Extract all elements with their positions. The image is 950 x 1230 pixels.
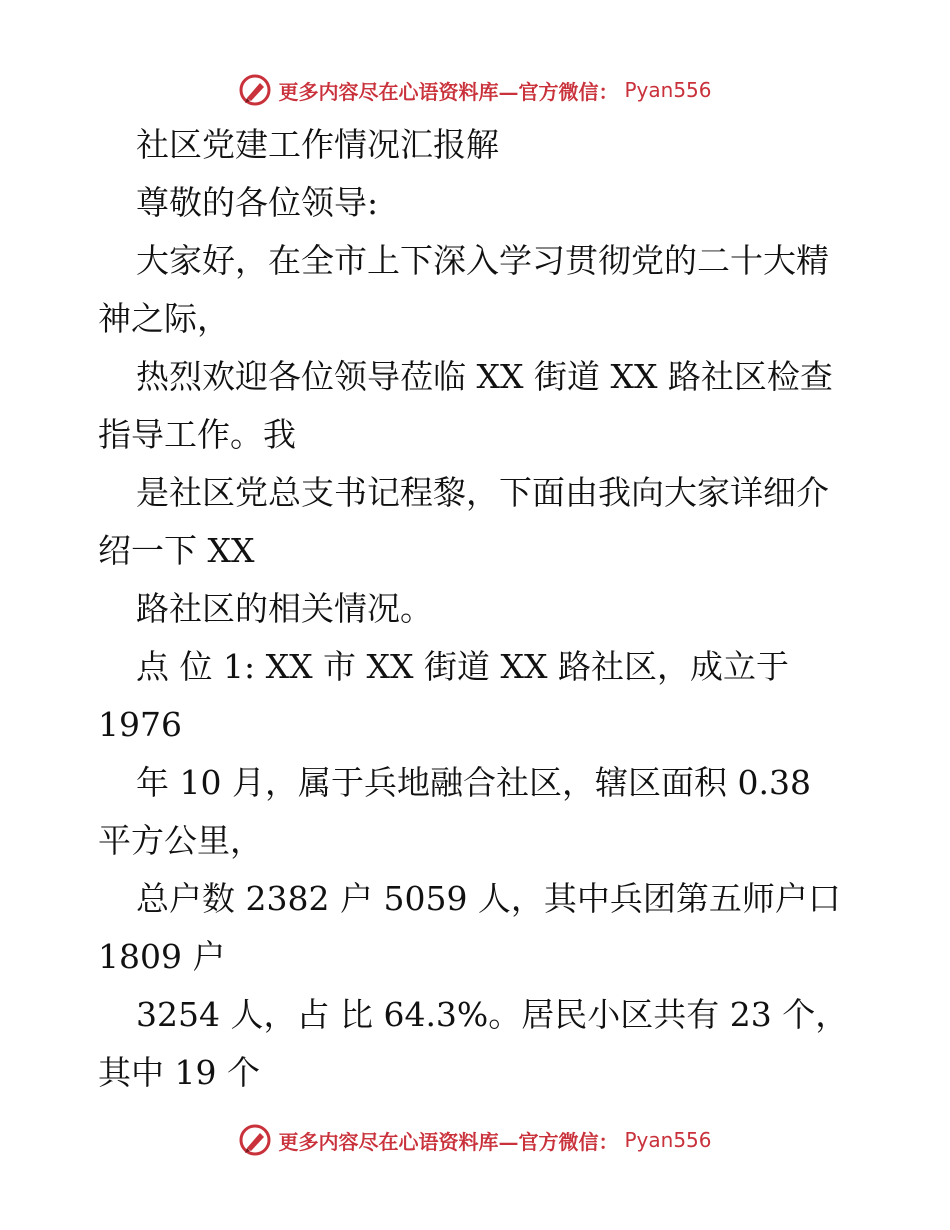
document-body [98, 116, 858, 1102]
text-line: 尊敬的各位领导: [136, 183, 379, 222]
text-line: 指导工作。我 [98, 415, 296, 454]
watermark-id: Pyan556 [624, 1128, 712, 1152]
text-line: 是社区党总支书记程黎，下面由我向大家详细介 [136, 473, 829, 512]
pen-logo-icon [238, 73, 272, 107]
text-line: 热烈欢迎各位领导莅临 XX 街道 XX 路社区检查 [136, 357, 833, 396]
text-line: 1809 户 [98, 937, 226, 976]
footer-watermark [0, 1120, 950, 1160]
watermark-text: 更多内容尽在心语资料库—官方微信： [278, 1129, 619, 1154]
text-line: 点 位 1: XX 市 XX 街道 XX 路社区，成立于 [136, 647, 789, 686]
text-line: 大家好，在全市上下深入学习贯彻党的二十大精 [136, 241, 829, 280]
text-line: 绍一下 XX [98, 531, 255, 570]
text-line: 总户数 2382 户 5059 人，其中兵团第五师户口 [136, 879, 841, 918]
text-line: 平方公里， [98, 821, 263, 860]
header-watermark [0, 70, 950, 110]
text-line: 社区党建工作情况汇报解 [136, 125, 499, 164]
text-line: 神之际， [98, 299, 230, 338]
pen-logo-icon [238, 1123, 272, 1157]
text-line: 路社区的相关情况。 [136, 589, 433, 628]
watermark-text: 更多内容尽在心语资料库—官方微信： [278, 79, 619, 104]
text-line: 3254 人，占 比 64.3%。居民小区共有 23 个， [136, 995, 849, 1034]
text-line: 1976 [98, 705, 182, 744]
watermark-id: Pyan556 [624, 78, 712, 102]
text-line: 年 10 月，属于兵地融合社区，辖区面积 0.38 [136, 763, 811, 802]
text-line: 其中 19 个 [98, 1053, 260, 1092]
